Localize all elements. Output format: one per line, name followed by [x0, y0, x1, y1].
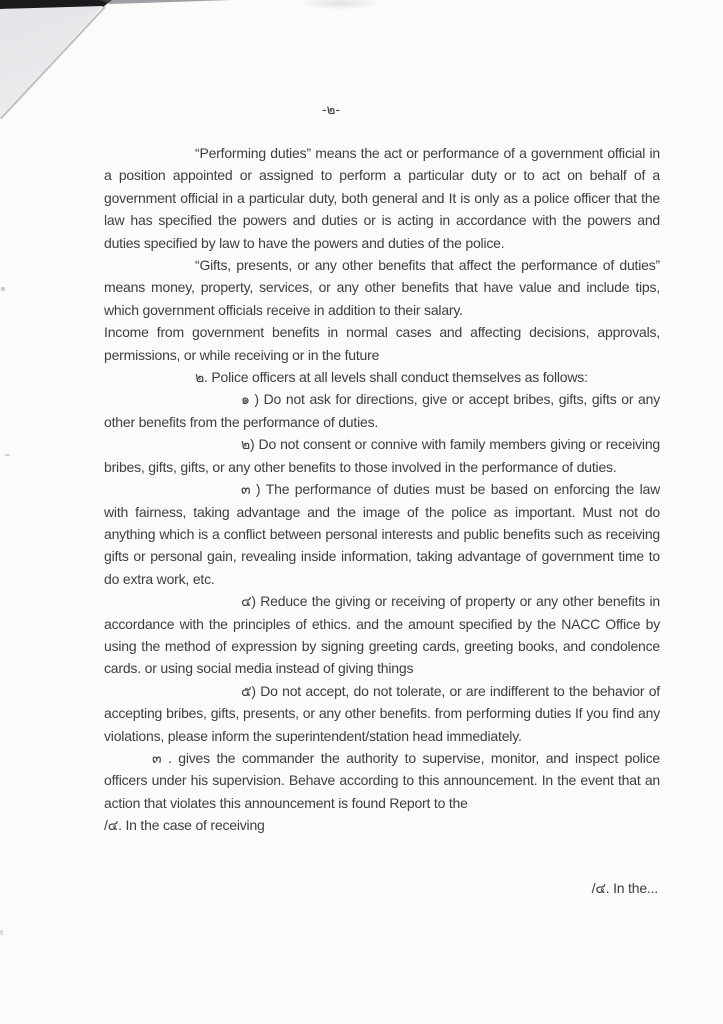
paragraph: ๓ ) The performance of duties must be based on enforcing the law with fairness, taking advantage and the image of the police as important. Must not do anything which is a conflict between personal interests and public benefits such as receiving gifts or personal gain, revealing inside information, taking advantage of government time to do extra work, etc. — [104, 481, 660, 587]
catchword: /๔. In the... — [591, 880, 658, 896]
scan-smudge — [300, 0, 380, 10]
paragraph: “Performing duties” means the act or performance of a government official in a position appointed or assigned to perform a particular duty or to act on behalf of a government official in a particular duty, both general and It is only as a police officer that the law has specified the powers and duties or is acting in accordance with the powers and duties specified by law to have the powers and duties of the police. — [104, 145, 660, 251]
paragraph: ๑ ) Do not ask for directions, give or accept bribes, gifts, gifts or any other benefits from the performance of duties. — [104, 391, 660, 430]
document-body — [104, 142, 660, 837]
paragraph: /๔. In the case of receiving — [104, 817, 265, 834]
scan-speck — [1, 287, 5, 291]
paragraph: ๓ . gives the commander the authority to supervise, monitor, and inspect police officers under his supervision. Behave according to this announcement. In the event that an action that violates this announcement is found Report to the — [104, 749, 660, 811]
paragraph: ๕) Do not accept, do not tolerate, or are indifferent to the behavior of accepting bribes, gifts, presents, or any other benefits. from performing duties If you find any violations, please inform the superintendent/station head immediately. — [104, 682, 660, 744]
paragraph: ๔) Reduce the giving or receiving of property or any other benefits in accordance with the principles of ethics. and the amount specified by the NACC Office by using the method of expression by signing greeting cards, greeting books, and condolence cards. or using social media instead of giving things — [104, 593, 660, 677]
page-number: -๒- — [322, 102, 340, 117]
paragraph: ๒. Police officers at all levels shall conduct themselves as follows: — [195, 369, 588, 386]
scan-fold-dark-taper — [100, 0, 240, 6]
scan-speck — [0, 930, 3, 935]
scan-speck — [5, 454, 10, 456]
paragraph: Income from government benefits in normal cases and affecting decisions, approvals, permissions, or while receiving or in the future — [104, 324, 660, 363]
paragraph: ๒) Do not consent or connive with family members giving or receiving bribes, gifts, gifts, or any other benefits to those involved in the performance of duties. — [104, 436, 660, 475]
paragraph: “Gifts, presents, or any other benefits that affect the performance of duties” means money, property, services, or any other benefits that have value and include tips, which government officials receive in addition to their salary. — [104, 257, 660, 318]
